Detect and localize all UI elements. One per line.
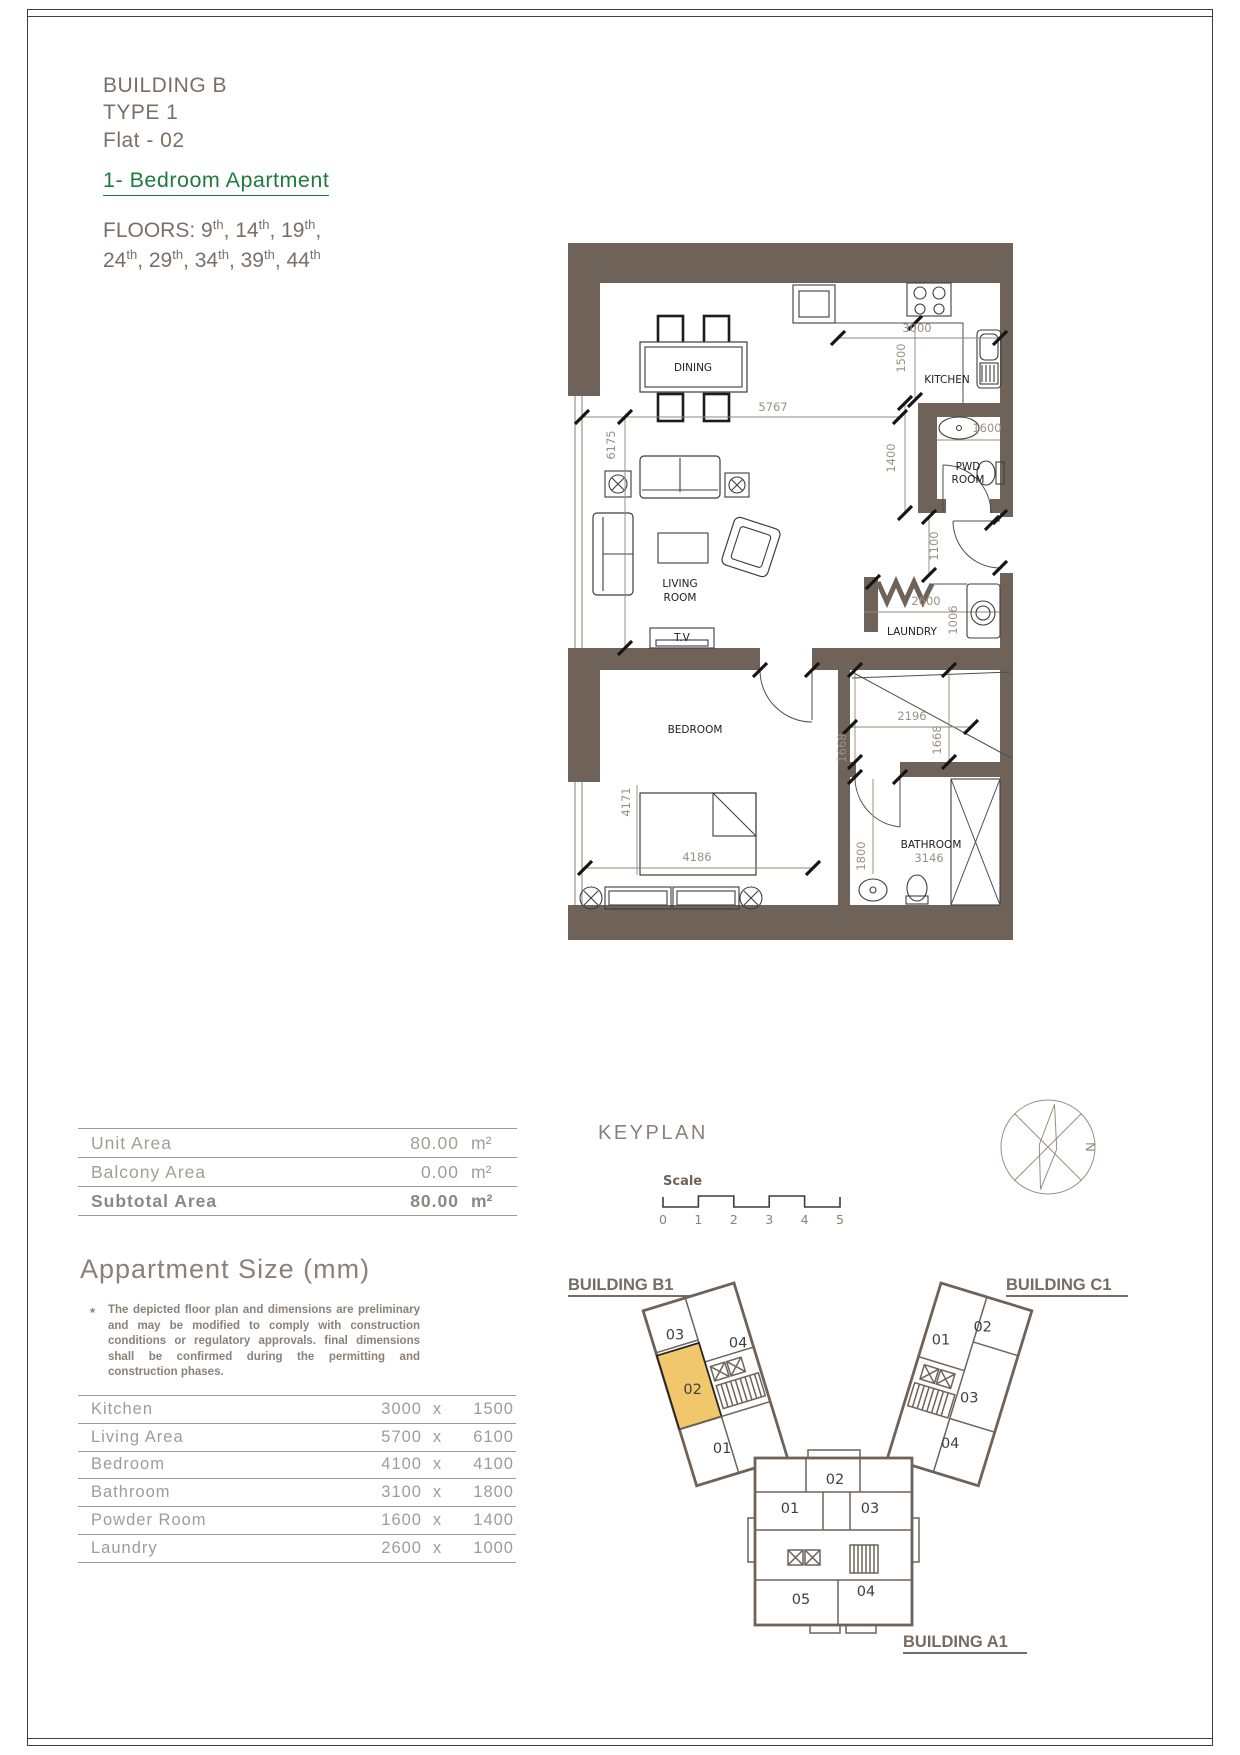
a1-unit-05: 05 xyxy=(791,1592,811,1608)
a1-unit-04: 04 xyxy=(856,1584,876,1600)
a1-unit-02: 02 xyxy=(825,1472,845,1488)
svg-text:2: 2 xyxy=(729,1212,738,1227)
laundry-label: LAUNDRY xyxy=(887,626,937,638)
row-value: 80.00 xyxy=(410,1132,459,1153)
pwd-label-2: ROOM xyxy=(951,474,985,486)
dim-4171: 4171 xyxy=(619,787,633,817)
dim-1668-right: 1668 xyxy=(930,725,944,755)
dim-1600: 1600 xyxy=(972,421,1002,435)
dim-1100: 1100 xyxy=(927,531,941,561)
dining-label: DINING xyxy=(673,362,713,374)
c1-unit-02: 02 xyxy=(973,1319,992,1336)
dim-1006: 1006 xyxy=(946,605,960,635)
row-value: 80.00 xyxy=(410,1190,459,1211)
table-row xyxy=(78,1128,517,1157)
exterior-walls xyxy=(568,243,1013,940)
entrance-door xyxy=(953,521,1000,568)
pwd-label-1: PWD xyxy=(955,461,981,473)
page-border-bottom-inner xyxy=(27,1738,1213,1739)
row-label: Balcony Area xyxy=(91,1161,207,1182)
dim-3000: 3000 xyxy=(902,321,932,335)
row-unit: m² xyxy=(471,1132,492,1153)
lamp-table-icon xyxy=(725,473,749,497)
scale-label: Scale xyxy=(663,1174,703,1189)
tv-label: T.V xyxy=(674,632,690,644)
dim-3146: 3146 xyxy=(914,851,944,865)
kitchen-label: KITCHEN xyxy=(924,374,970,386)
bedroom-furniture xyxy=(580,793,762,909)
row-unit: m² xyxy=(471,1161,492,1182)
svg-text:5: 5 xyxy=(836,1212,844,1227)
dim-1500: 1500 xyxy=(894,343,908,373)
disclaimer-note: The depicted floor plan and dimensions are preliminary and may be modified to comply with construction conditions or regulatory approvals. final dimensions shall be confirmed during the permitting and construction phases. xyxy=(108,1304,420,1379)
dim-2600: 2600 xyxy=(911,594,941,608)
dimension-ticks xyxy=(575,316,1007,875)
keyplan-drawing xyxy=(540,1090,1140,1660)
b1-unit-03: 03 xyxy=(665,1327,685,1344)
stove-icon xyxy=(907,283,951,316)
type-title: TYPE 1 xyxy=(103,101,179,125)
dim-5767: 5767 xyxy=(758,400,788,414)
row-value: 0.00 xyxy=(420,1161,459,1182)
svg-text:3: 3 xyxy=(765,1212,774,1227)
a1-unit-03: 03 xyxy=(860,1501,880,1517)
size-section-heading: Appartment Size (mm) xyxy=(80,1254,371,1284)
c1-unit-03: 03 xyxy=(960,1390,979,1407)
table-row: Bedroom 4100 x 4100 xyxy=(78,1451,516,1479)
living-label-2: ROOM xyxy=(663,592,697,604)
svg-text:0: 0 xyxy=(659,1212,667,1227)
c1-unit-01: 01 xyxy=(931,1332,951,1349)
bedroom-door-arc xyxy=(760,670,812,722)
flat-title: Flat - 02 xyxy=(103,128,185,152)
table-row: Kitchen 3000 x 1500 xyxy=(78,1395,516,1423)
bedroom-label: BEDROOM xyxy=(667,724,723,736)
area-table xyxy=(78,1128,517,1216)
table-row: Laundry 2600 x 1000 xyxy=(78,1534,516,1563)
page-border-top-inner xyxy=(27,16,1213,17)
bathroom-toilet-icon xyxy=(906,875,928,904)
dim-6175: 6175 xyxy=(604,430,618,460)
building-a1-plan xyxy=(748,1450,919,1633)
living-room-furniture xyxy=(593,456,782,648)
kitchen-fixtures xyxy=(793,283,1001,403)
washer-icon xyxy=(967,584,1000,638)
living-label-1: LIVING xyxy=(662,578,698,590)
b1-unit-01: 01 xyxy=(712,1440,732,1457)
bathroom-door-arc xyxy=(855,777,900,827)
table-row: Living Area 5700 x 6100 xyxy=(78,1423,516,1451)
north-label: N xyxy=(1083,1142,1098,1152)
floors-line-1: FLOORS: 9th, 14th, 19th, xyxy=(103,216,322,242)
title-block xyxy=(103,72,329,277)
scale-bar xyxy=(659,1174,844,1227)
armchair-icon xyxy=(720,516,781,578)
note-asterisk: * xyxy=(90,1305,96,1320)
building-b1-label: BUILDING B1 xyxy=(568,1276,674,1294)
dim-1800: 1800 xyxy=(854,841,868,871)
dim-1668-left: 1668 xyxy=(835,733,849,763)
svg-text:4: 4 xyxy=(800,1212,809,1227)
north-compass-icon xyxy=(1001,1100,1098,1194)
building-c1-plan xyxy=(887,1283,1031,1486)
table-row-subtotal xyxy=(78,1186,517,1216)
building-c1-label: BUILDING C1 xyxy=(1006,1276,1112,1294)
building-a1-label: BUILDING A1 xyxy=(903,1633,1008,1651)
table-row: Bathroom 3100 x 1800 xyxy=(78,1478,516,1506)
svg-text:1: 1 xyxy=(694,1212,703,1227)
b1-unit-04: 04 xyxy=(728,1335,748,1352)
floors-text xyxy=(103,216,329,277)
row-label: Unit Area xyxy=(91,1132,172,1153)
table-row xyxy=(78,1157,517,1186)
b1-unit-02: 02 xyxy=(683,1381,702,1398)
a1-unit-01: 01 xyxy=(780,1501,800,1517)
bathroom-label: BATHROOM xyxy=(900,839,962,851)
row-label: Subtotal Area xyxy=(91,1190,218,1211)
dim-1400: 1400 xyxy=(884,443,898,473)
floors-line-2: 24th, 29th, 34th, 39th, 44th xyxy=(103,247,321,273)
c1-unit-04: 04 xyxy=(940,1435,960,1452)
interior-walls xyxy=(568,403,1013,905)
coffee-table-icon xyxy=(658,533,708,563)
table-row: Powder Room 1600 x 1400 xyxy=(78,1506,516,1534)
building-b1-plan xyxy=(643,1283,787,1486)
dim-4186: 4186 xyxy=(682,850,712,864)
building-title: BUILDING B xyxy=(103,74,228,97)
lamp-table-icon xyxy=(605,471,631,497)
apartment-size-table xyxy=(78,1395,516,1563)
row-unit: m² xyxy=(471,1190,493,1211)
keyplan-heading: KEYPLAN xyxy=(598,1122,708,1144)
unit-type-heading: 1- Bedroom Apartment xyxy=(103,168,329,196)
floor-plan-drawing xyxy=(555,230,1020,955)
dim-2196: 2196 xyxy=(897,709,927,723)
bathroom-sink-icon xyxy=(859,879,887,901)
